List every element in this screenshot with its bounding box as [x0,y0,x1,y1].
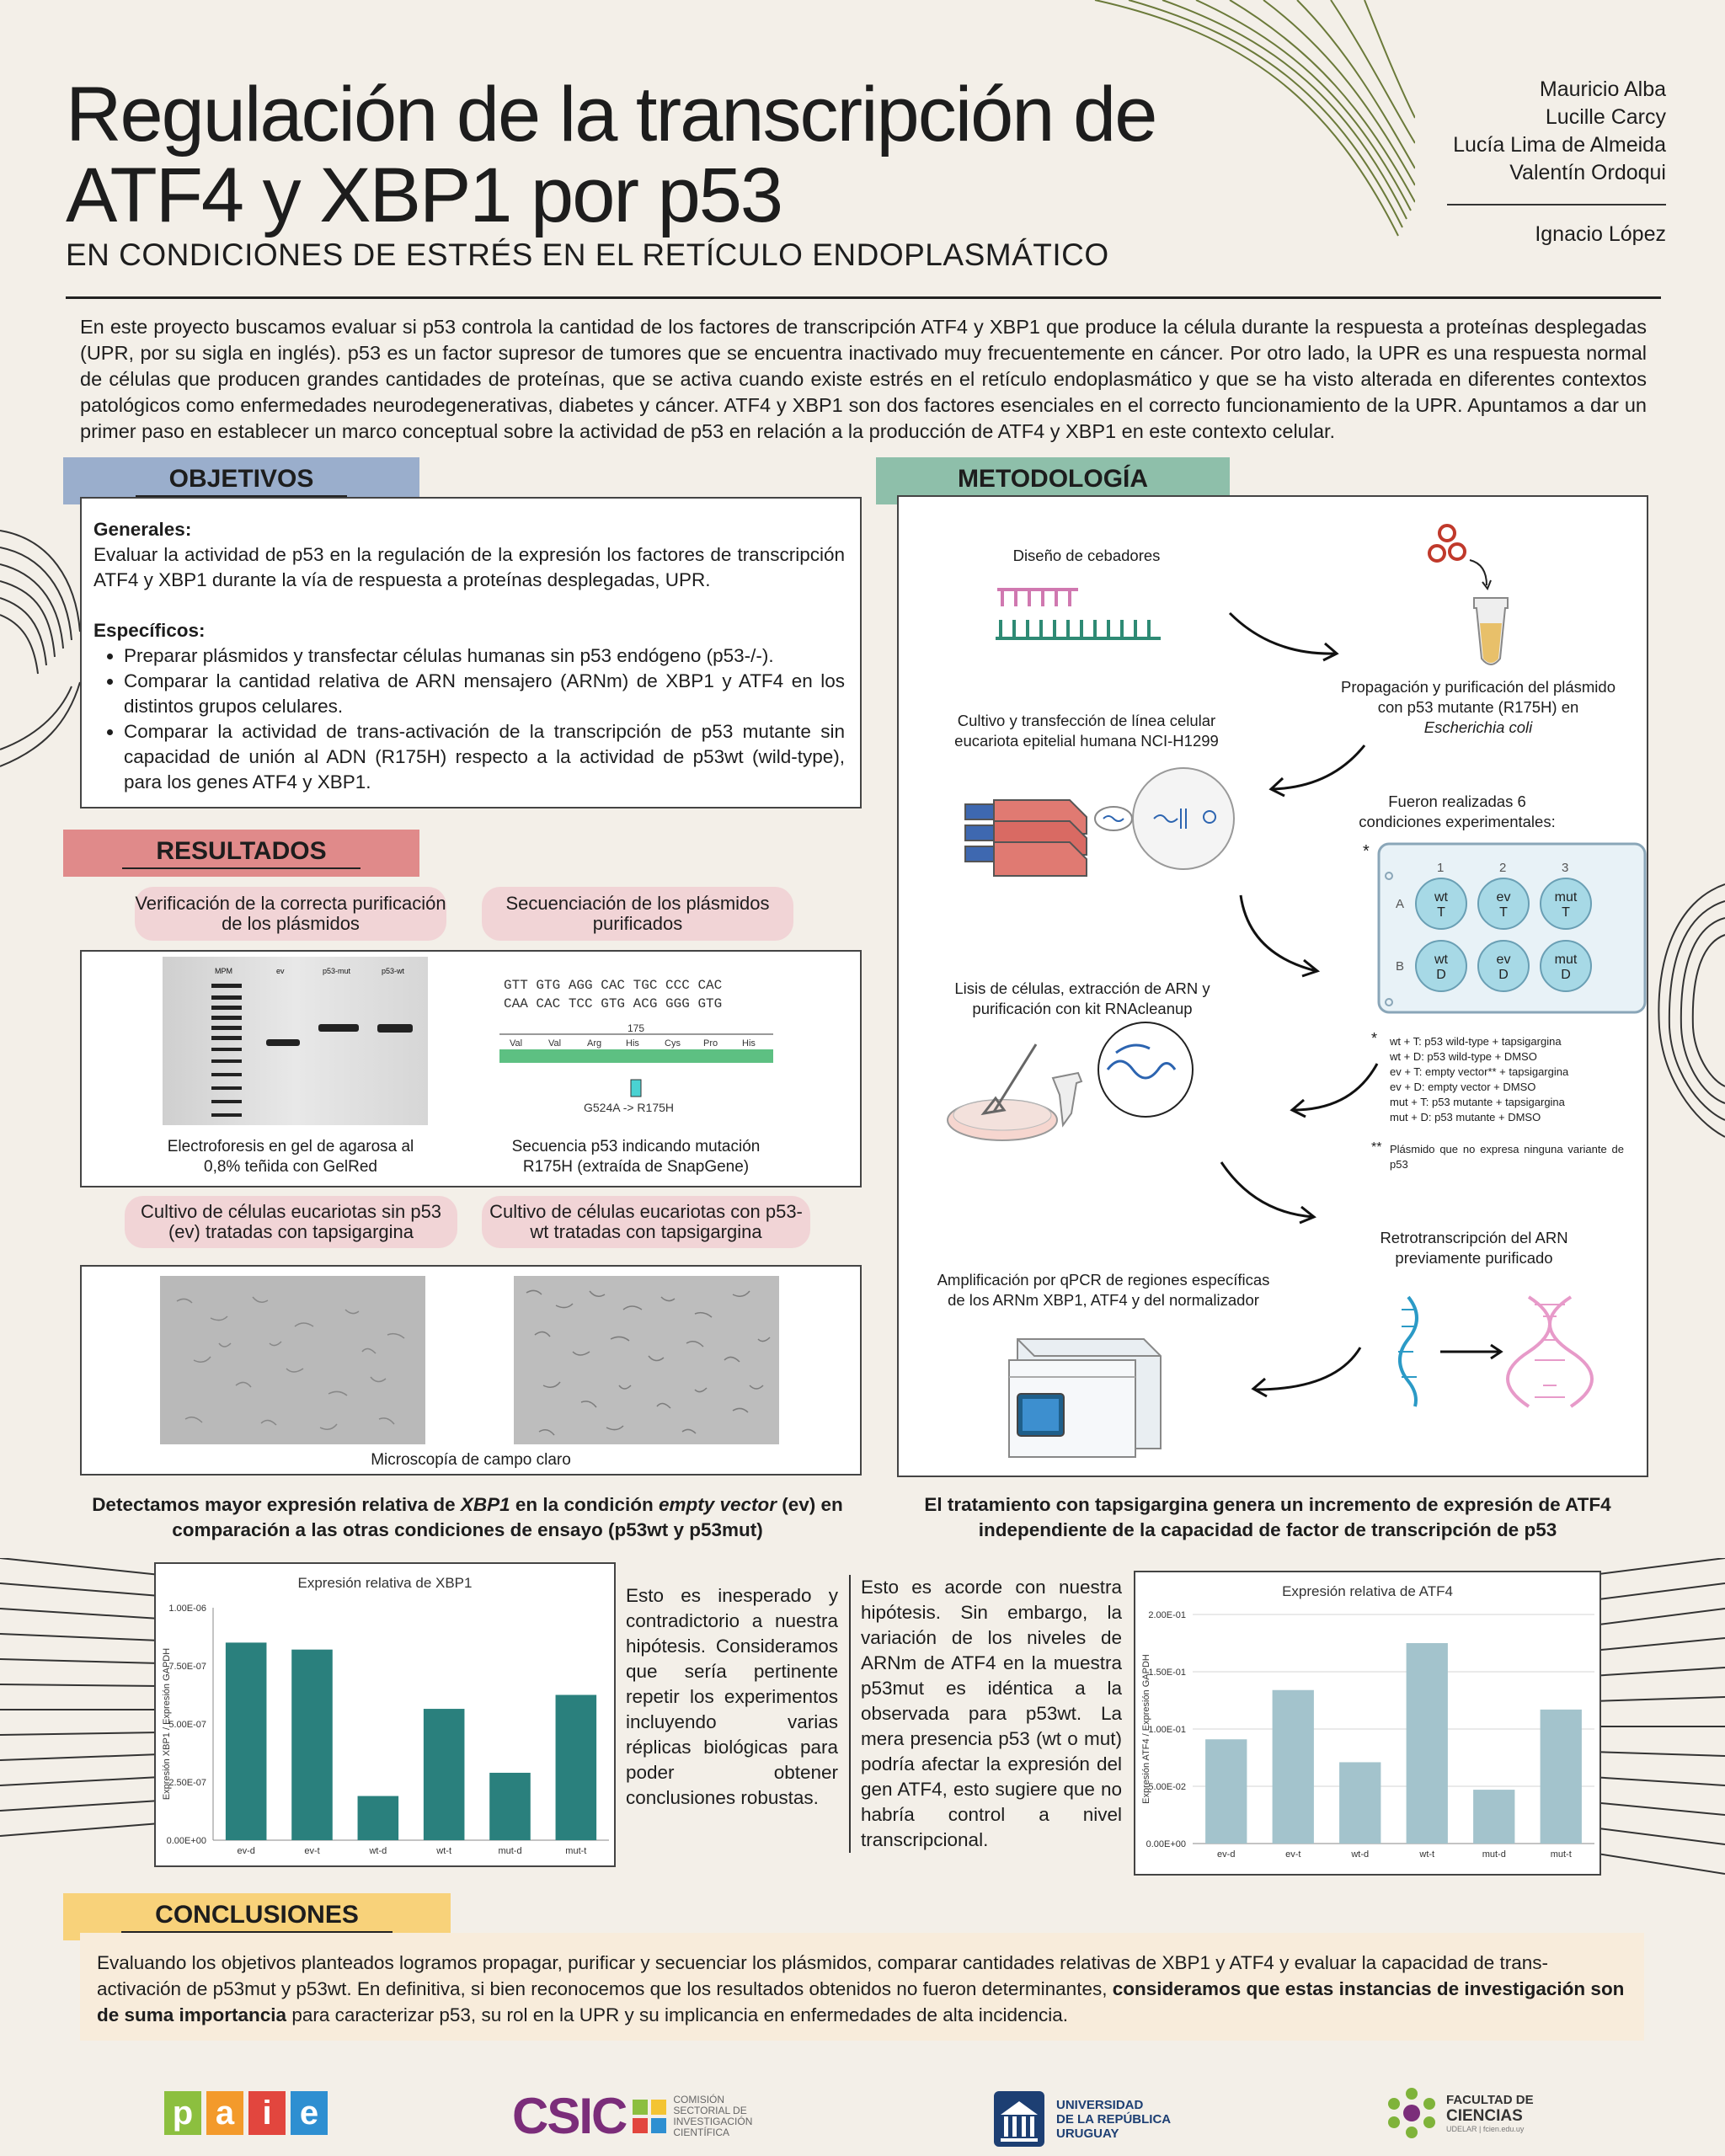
author-list [1447,76,1666,248]
gel-lane-label: p53-wt [382,967,405,975]
fcien-logo [1386,2087,1534,2139]
atf4-discussion: Esto es acorde con nuestra hipótesis. Sin embargo, la variación de los niveles de ARNm de ATF4 en la muestra p53mut es idéntica a la observada para p53wt. La mera presencia p53 (wt o mut) podría afectar la expresión del gen ATF4, esto sugiere que no habría control a nivel transcripcional. [861,1577,1122,1850]
intro-paragraph: En este proyecto buscamos evaluar si p53 controla la cantidad de los factores de transcripción ATF4 y XBP1 que produce la célula durante la respuesta a proteínas desplegadas (UPR, por su sigla en inglés). p53 es un factor supresor de tumores que se encuentra inactivado muy frecuentemente en cáncer. Por otro lado, la UPR es una respuesta normal de células que producen grandes cantidades de proteínas, que se activa cuando existe estrés en el retículo endoplasmático y que se ha visto alterada en diferentes contextos patológicos como enfermedades neurodegenerativas, diabetes y cáncer. ATF4 y XBP1 son dos factores esenciales en el correcto funcionamiento de la UPR. Apuntamos a dar un primer paso en establecer un marco conceptual sobre la actividad de p53 en relación a la producción de ATF4 y XBP1 en este contexto celular. [80,316,1647,442]
arrow-icon [1280,1059,1381,1123]
seq-aa: Val [510,1038,523,1049]
objetivos-box [80,497,862,808]
gel-lane-label: ev [276,967,285,975]
author-name: Lucía Lima de Almeida [1453,133,1666,157]
especificos-list [93,643,845,795]
well-label: mut [1554,953,1578,967]
bar-wt-d [358,1796,399,1840]
csic-subtext: COMISIÓN [673,2093,725,2105]
pill-plasmid-verification: Verificación de la correcta purificación de los plásmidos [135,887,446,941]
x-tick-label: mut-d [1482,1849,1506,1860]
y-tick-label: 5.00E-07 [168,1720,206,1730]
generales-label: Generales: [93,519,192,540]
supervisor-name: Ignacio López [1535,222,1666,246]
well-label: ev [1496,890,1511,905]
atf4-bar-chart [1135,1572,1599,1874]
well-label: wt [1434,953,1448,967]
step-plasmid-propagation: Propagación y purificación del plásmido con p53 mutante (R175H) en Escherichia coli [1341,678,1616,736]
x-tick-label: mut-t [565,1846,587,1856]
bar-wt-d [1339,1762,1381,1844]
legend-item: wt + D: p53 wild-type + DMSO [1390,1050,1537,1063]
bar-ev-t [1273,1690,1314,1844]
especificos-label: Específicos: [93,620,206,641]
objetivos-heading: OBJETIVOS [63,457,419,504]
atf4-result-heading: El tratamiento con tapsigargina genera un incremento de expresión de ATF4 independiente de la capacidad de factor de transcripción de p53 [924,1494,1611,1540]
microscopy-caption: Microscopía de campo claro [371,1451,571,1469]
legend-item: mut + D: p53 mutante + DMSO [1390,1111,1541,1123]
xbp1-bar-chart [156,1564,614,1865]
author-name: Lucille Carcy [1545,105,1666,129]
seq-position: 175 [628,1022,645,1034]
gel-lane-label: MPM [215,967,232,975]
y-tick-label: 0.00E+00 [166,1836,206,1846]
well-label: T [1562,905,1570,920]
y-tick-label: 1.00E-06 [168,1604,206,1614]
generales-text: Evaluar la actividad de p53 en la regulación de la expresión los factores de transcripción ATF4 y XBP1 durante la vía de respuesta a proteínas desplegadas, UPR. [93,544,845,590]
conclusiones-heading: CONCLUSIONES [63,1893,451,1940]
seq-aa: His [742,1038,756,1049]
arrow-icon [1259,741,1369,800]
legend-item: wt + T: p53 wild-type + tapsigargina [1390,1035,1562,1048]
plate-asterisk: * [1363,842,1370,861]
udelar-building-icon [994,2091,1044,2147]
step-primer-design: Diseño de cebadores [1012,547,1161,564]
legend-item: mut + T: p53 mutante + tapsigargina [1390,1096,1565,1108]
dna-icon [1398,1293,1600,1411]
author-name: Mauricio Alba [1539,77,1666,101]
x-tick-label: mut-d [498,1846,522,1856]
well-label: D [1561,968,1571,982]
csic-logo [512,2087,752,2145]
pill-culture-ev: Cultivo de células eucariotas sin p53 (ev) tratadas con tapsigargina [125,1196,457,1248]
x-tick-label: ev-d [237,1846,255,1856]
microscopy-image-ev [160,1276,425,1444]
plate-row-label: A [1396,897,1405,911]
udelar-logo [994,2091,1171,2147]
poster-subtitle: EN CONDICIONES DE ESTRÉS EN EL RETÍCULO ENDOPLASMÁTICO [66,237,1109,272]
paie-logo [164,2091,328,2135]
x-tick-label: wt-d [369,1846,387,1856]
decorative-curves-right [1651,876,1725,1145]
seq-row: GTT GTG AGG CAC TGC CCC CAC [504,978,723,993]
legend-double-asterisk: ** [1371,1140,1382,1155]
arrow-icon [1226,605,1343,664]
step-qpcr: Amplificación por qPCR de regiones específicas de los ARNm XBP1, ATF4 y del normalizador [937,1271,1270,1309]
chart-title: Expresión relativa de ATF4 [1282,1583,1453,1599]
step-retrotranscription: Retrotranscripción del ARN previamente purificado [1380,1229,1568,1267]
paie-letter: a [206,2091,243,2135]
author-name: Valentín Ordoqui [1509,161,1666,184]
list-item: • Preparar plásmidos y transfectar células humanas sin p53 endógeno (p53-/-). [124,643,845,669]
fcien-flower-icon [1386,2087,1438,2139]
chart-title: Expresión relativa de XBP1 [297,1575,473,1591]
xbp1-discussion: Esto es inesperado y contradictorio a nuestra hipótesis. Consideramos que sería pertinente repetir los experimentos incluyendo varias réplicas biológicas para poder obtener conclusiones robustas. [626,1585,838,1808]
csic-subtext: INVESTIGACIÓN [673,2115,753,2127]
y-axis-label: Expresión ATF4 / Expresión GAPDH [1141,1654,1151,1804]
csic-squares-icon [633,2100,666,2133]
arrow-icon [1238,1343,1365,1402]
x-tick-label: wt-d [1351,1849,1370,1860]
csic-subtext: CIENTÍFICA [673,2126,730,2138]
plate-col-label: 3 [1562,861,1569,875]
y-tick-label: 7.50E-07 [168,1662,206,1672]
well-label: wt [1434,890,1448,905]
y-tick-label: 1.00E-01 [1148,1725,1186,1735]
csic-subtext: SECTORIAL DE [673,2104,747,2116]
legend-note: Plásmido que no expresa ninguna variante de p53 [1390,1143,1624,1171]
seq-aa: Cys [665,1038,681,1049]
y-tick-label: 2.00E-01 [1148,1610,1186,1620]
step-conditions: Fueron realizadas 6 condiciones experimentales: [1359,792,1556,830]
column-divider [849,1575,851,1853]
x-tick-label: mut-t [1550,1849,1572,1860]
y-tick-label: 1.50E-01 [1148,1668,1186,1678]
arrow-icon [1217,1158,1318,1225]
udelar-text: URUGUAY [1056,2126,1119,2141]
seq-aa: Arg [587,1038,602,1049]
poster-title: Regulación de la transcripción de ATF4 y XBP1 por p53 [66,72,1156,238]
seq-row: CAA CAC TCC GTG ACG GGG GTG [504,996,723,1011]
qpcr-machine-icon [1001,1326,1169,1465]
metodologia-heading: METODOLOGÍA [876,457,1230,504]
well-label: T [1499,905,1508,920]
plate-col-label: 2 [1499,861,1507,875]
x-tick-label: wt-t [1419,1849,1435,1860]
list-item: • Comparar la cantidad relativa de ARN mensajero (ARNm) de XBP1 y ATF4 en los distintos grupos celulares. [124,669,845,719]
bar-wt-t [1407,1643,1448,1844]
well-label: ev [1496,953,1511,967]
resultados-heading: RESULTADOS [63,830,419,877]
bar-ev-d [1205,1739,1247,1844]
x-tick-label: ev-t [1285,1849,1301,1860]
well-plate-icon [1377,842,1647,1015]
list-item: • Comparar la actividad de trans-activación de la transcripción de p53 mutante sin capacidad de unión al ADN (R175H) respecto a la actividad de p53wt (wild-type), para los genes ATF4 y XBP1. [124,719,845,795]
well-label: D [1498,968,1509,982]
csic-wordmark: CSIC [512,2088,627,2144]
arrow-icon [1236,891,1325,984]
y-tick-label: 2.50E-07 [168,1778,206,1788]
well-label: T [1437,905,1445,920]
y-axis-label: Expresión XBP1 / Expresión GAPDH [162,1647,172,1801]
sequence-image [499,960,773,1133]
conclusiones-box: Evaluando los objetivos planteados logramos propagar, purificar y secuenciar los plásmidos, comparar cantidades relativas de XBP1 y ATF4 y evaluar la capacidad de trans-activación de p53mut y p53wt. En definitiva, si bien reconocemos que los resultados obtenidos no fueron determinantes, consideramos que estas instancias de investigación son de suma importancia para caracterizar p53, su rol en la UPR y su implicancia en enfermedades de alta incidencia. [80,1933,1644,2041]
plate-col-label: 1 [1437,861,1445,875]
gel-lane-label: p53-mut [323,967,351,975]
legend-asterisk: * [1371,1030,1378,1047]
bar-mut-t [556,1695,597,1841]
header-divider [66,296,1661,299]
decorative-lines-left [0,1558,160,1895]
paie-letter: p [164,2091,201,2135]
bacteria-tube-icon [1423,518,1525,670]
fcien-small: UDELAR | fcien.edu.uy [1446,2125,1525,2133]
x-tick-label: wt-t [436,1846,452,1856]
seq-mutation-label: G524A -> R175H [584,1101,675,1114]
y-tick-label: 5.00E-02 [1148,1782,1186,1792]
gel-electrophoresis-image [163,957,428,1125]
bar-mut-d [489,1773,531,1840]
bar-mut-t [1541,1710,1582,1844]
step-cell-culture: Cultivo y transfección de línea celular eucariota epitelial humana NCI-H1299 [954,712,1219,750]
bar-mut-d [1473,1790,1514,1844]
plate-legend [1371,1030,1624,1172]
bar-ev-d [226,1642,267,1840]
well-label: D [1436,968,1446,982]
pill-plasmid-sequencing: Secuenciación de los plásmidos purificados [482,887,793,941]
x-tick-label: ev-d [1217,1849,1236,1860]
xbp1-result-heading: Detectamos mayor expresión relativa de XBP1 en la condición empty vector (ev) en comparación a las otras condiciones de ensayo (p53wt y p53mut) [92,1494,843,1540]
atf4-chart-box [1134,1571,1601,1876]
primer-icon [994,583,1162,643]
legend-item: ev + D: empty vector + DMSO [1390,1081,1536,1093]
xbp1-chart-box [154,1562,616,1867]
paie-letter: i [248,2091,286,2135]
sequence-caption: Secuencia p53 indicando mutación R175H (extraída de SnapGene) [511,1138,761,1176]
bar-wt-t [424,1709,465,1840]
author-divider [1447,204,1666,205]
udelar-text: DE LA REPÚBLICA [1056,2111,1172,2127]
lysis-rna-icon [943,1019,1204,1158]
well-label: mut [1554,890,1578,905]
microscopy-image-wt [514,1276,779,1444]
plate-row-label: B [1396,959,1405,974]
pill-culture-wt: Cultivo de células eucariotas con p53-wt tratadas con tapsigargina [482,1196,810,1248]
paie-letter: e [291,2091,328,2135]
decorative-curves-left [0,514,84,783]
seq-aa: His [626,1038,639,1049]
bar-ev-t [291,1650,333,1840]
x-tick-label: ev-t [304,1846,320,1856]
seq-aa: Pro [703,1038,718,1049]
decorative-lines-right [1592,1558,1725,1895]
udelar-text: UNIVERSIDAD [1056,2097,1144,2112]
step-rna-extraction: Lisis de células, extracción de ARN y purificación con kit RNAcleanup [954,979,1210,1017]
y-tick-label: 0.00E+00 [1146,1839,1186,1849]
seq-aa: Val [548,1038,562,1049]
legend-item: ev + T: empty vector** + tapsigargina [1390,1065,1569,1078]
fcien-text: FACULTAD DE [1446,2093,1534,2107]
fcien-text: CIENCIAS [1446,2107,1523,2125]
flask-transfection-icon [960,766,1238,893]
gel-caption: Electroforesis en gel de agarosa al 0,8% teñida con GelRed [167,1138,414,1176]
